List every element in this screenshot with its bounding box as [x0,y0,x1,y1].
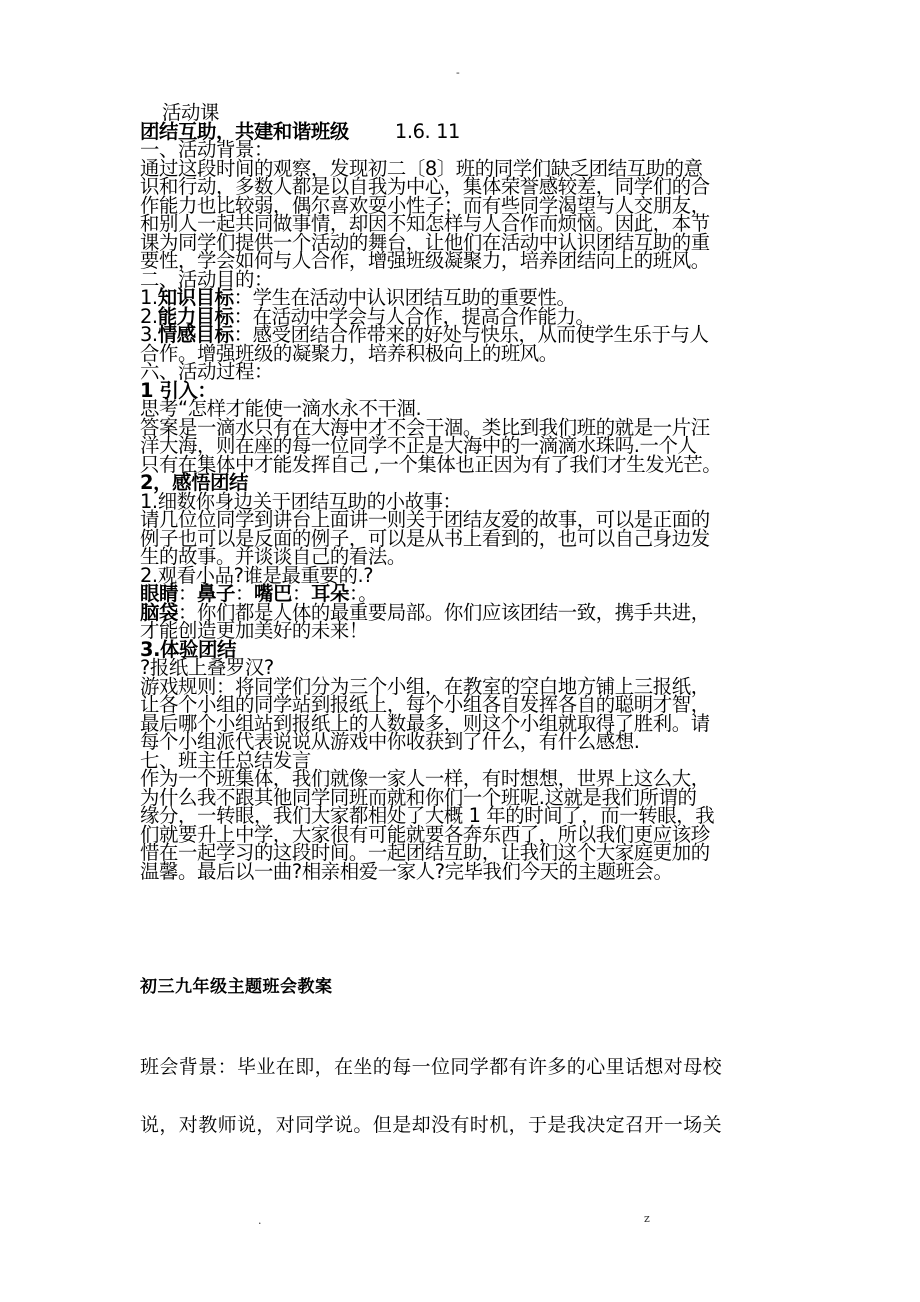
footer-mark-right: z [644,1212,650,1225]
goal-number: 1. [140,286,158,309]
brain-line-continued: 才能创造更加美好的未来！ [140,619,368,642]
goal-text: ：学生在活动中认识团结互助的重要性。 [233,286,576,309]
second-plan-title: 初三九年级主题班会教案 [140,977,333,997]
step3-paragraph [140,674,788,753]
goal-number: 3. [140,323,158,346]
lesson-plan [140,101,788,883]
lesson-date: 1.6. 11 [394,119,460,143]
goal-label: 情感目标 [157,323,234,346]
text-line: 最后哪个小组站到报纸上的人数最多，则这个小组就取得了胜利。请 [140,711,710,735]
text-line: 通过这段时间的观察，发现初二〔8〕班的同学们缺乏团结互助的意 [140,156,703,180]
text-line: 识和行动，多数人都是以自我为中心，集体荣誉感较差，同学们的合 [140,175,710,198]
text-line: 课为同学们提供一个活动的舞台，让他们在活动中认识团结互助的重 [140,230,710,254]
second-plan-body [140,1038,788,1154]
goal-emotion-continued: 合作。增强班级的凝聚力，培养积极向上的班风。 [140,341,558,365]
background-paragraph [140,156,788,272]
role-nose: 鼻子 [196,582,235,605]
text-line: 和别人一起共同做事情，却因不知怎样与人合作而烦恼。因此，本节 [140,212,710,235]
role-eyes: 眼睛 [140,582,178,605]
role-brain: 脑袋 [140,600,178,624]
summary-paragraph [140,767,788,883]
role-end: ：。 [348,582,378,605]
section-heading-goals: 二、活动目的： [140,267,273,291]
text-line: 温馨。最后以一曲?相亲相爱一家人?完毕我们今天的主题班会。 [140,859,673,883]
role-ears: 耳朵 [310,582,349,605]
lesson-type: 活动课 [162,101,219,124]
text-line: 游戏规则：将同学们分为三个小组，在教室的空白地方铺上三报纸， [140,674,710,698]
step2-skit: 2.观看小品?谁是最重要的.? [140,563,374,587]
text-line: 班会背景：毕业在即，在坐的每一位同学都有许多的心里话想对母校 [140,1056,723,1078]
text-line: 洋大海，则在座的每一位同学不正是大海中的一滴滴水珠吗.一个人 [140,434,697,457]
step2-title: 2，感悟团结 [140,471,249,494]
goal-label: 能力目标 [157,304,234,328]
text-line: 只有在集体中才能发挥自己 ,一个集体也正因为有了我们才生发光芒。 [140,452,722,476]
brain-text: ：你们都是人体的最重要局部。你们应该团结一致，携手共进， [177,600,710,624]
section-heading-summary: 七、班主任总结发言 [140,748,311,772]
step2-paragraph [140,508,788,568]
role-separator: ： [234,582,254,605]
text-line: 们就要升上中学，大家很有可能就要各奔东西了，所以我们更应该珍 [140,822,710,846]
goal-text: ：感受团结合作带来的好处与快乐，从而使学生乐于与人 [233,323,709,346]
lesson-title: 团结互助，共建和谐班级 [140,119,349,143]
role-separator: ： [177,582,197,605]
step1-title: 1 引入： [140,378,217,402]
header-mark: - [456,66,460,79]
section-heading-background: 一、活动背景： [140,138,273,161]
text-line: 为什么我不跟其他同学同班而就和你们一个班呢.这就是我们所谓的 [140,785,697,809]
goal-text: ：在活动中学会与人合作，提高合作能力。 [233,304,595,328]
section-heading-process: 六、活动过程： [140,360,273,383]
text-line: 惜在一起学习的这段时间。一起团结互助，让我们这个大家庭更加的 [140,841,710,864]
step2-subheading: 1.细数你身边关于团结互助的小故事： [140,489,462,513]
step3-game: ?报纸上叠罗汉? [140,656,274,679]
step1-paragraph [140,415,788,476]
text-line: 让各个小组的同学站到报纸上，每个小组各自发挥各自的聪明才智， [140,693,710,716]
text-line: 作能力也比较弱，偶尔喜欢耍小性子；而有些同学渴望与人交朋友， [140,193,710,217]
role-separator: ： [291,582,311,605]
text-line: 要性，学会如何与人合作，增强班级凝聚力，培养团结向上的班风。 [140,249,710,272]
goal-number: 2. [140,304,158,328]
text-line: 缘分，一转眼，我们大家都相处了大概 1 年的时间了，而一转眼，我 [140,804,715,827]
text-line: 作为一个班集体，我们就像一家人一样，有时想想，世界上这么大， [140,767,710,790]
footer-mark-left: . [258,1214,262,1227]
role-mouth: 嘴巴 [253,582,292,605]
goal-label: 知识目标 [157,286,234,309]
step1-question: 思考“怎样才能使一滴水永不干涸. [140,397,422,420]
text-line: 每个小组派代表说说从游戏中你收获到了什么，有什么感想. [140,730,640,753]
text-line: 例子也可以是反面的例子，可以是从书上看到的，也可以自己身边发 [140,526,710,550]
step3-title: 3.体验团结 [140,637,237,661]
text-line: 说，对教师说，对同学说。但是却没有时机，于是我决定召开一场关 [140,1114,723,1136]
text-line: 答案是一滴水只有在大海中才不会干涸。类比到我们班的就是一片汪 [140,415,710,439]
text-line: 生的故事。并谈谈自己的看法。 [140,545,406,568]
text-line: 请几位位同学到讲台上面讲一则关于团结友爱的故事，可以是正面的 [140,508,710,531]
